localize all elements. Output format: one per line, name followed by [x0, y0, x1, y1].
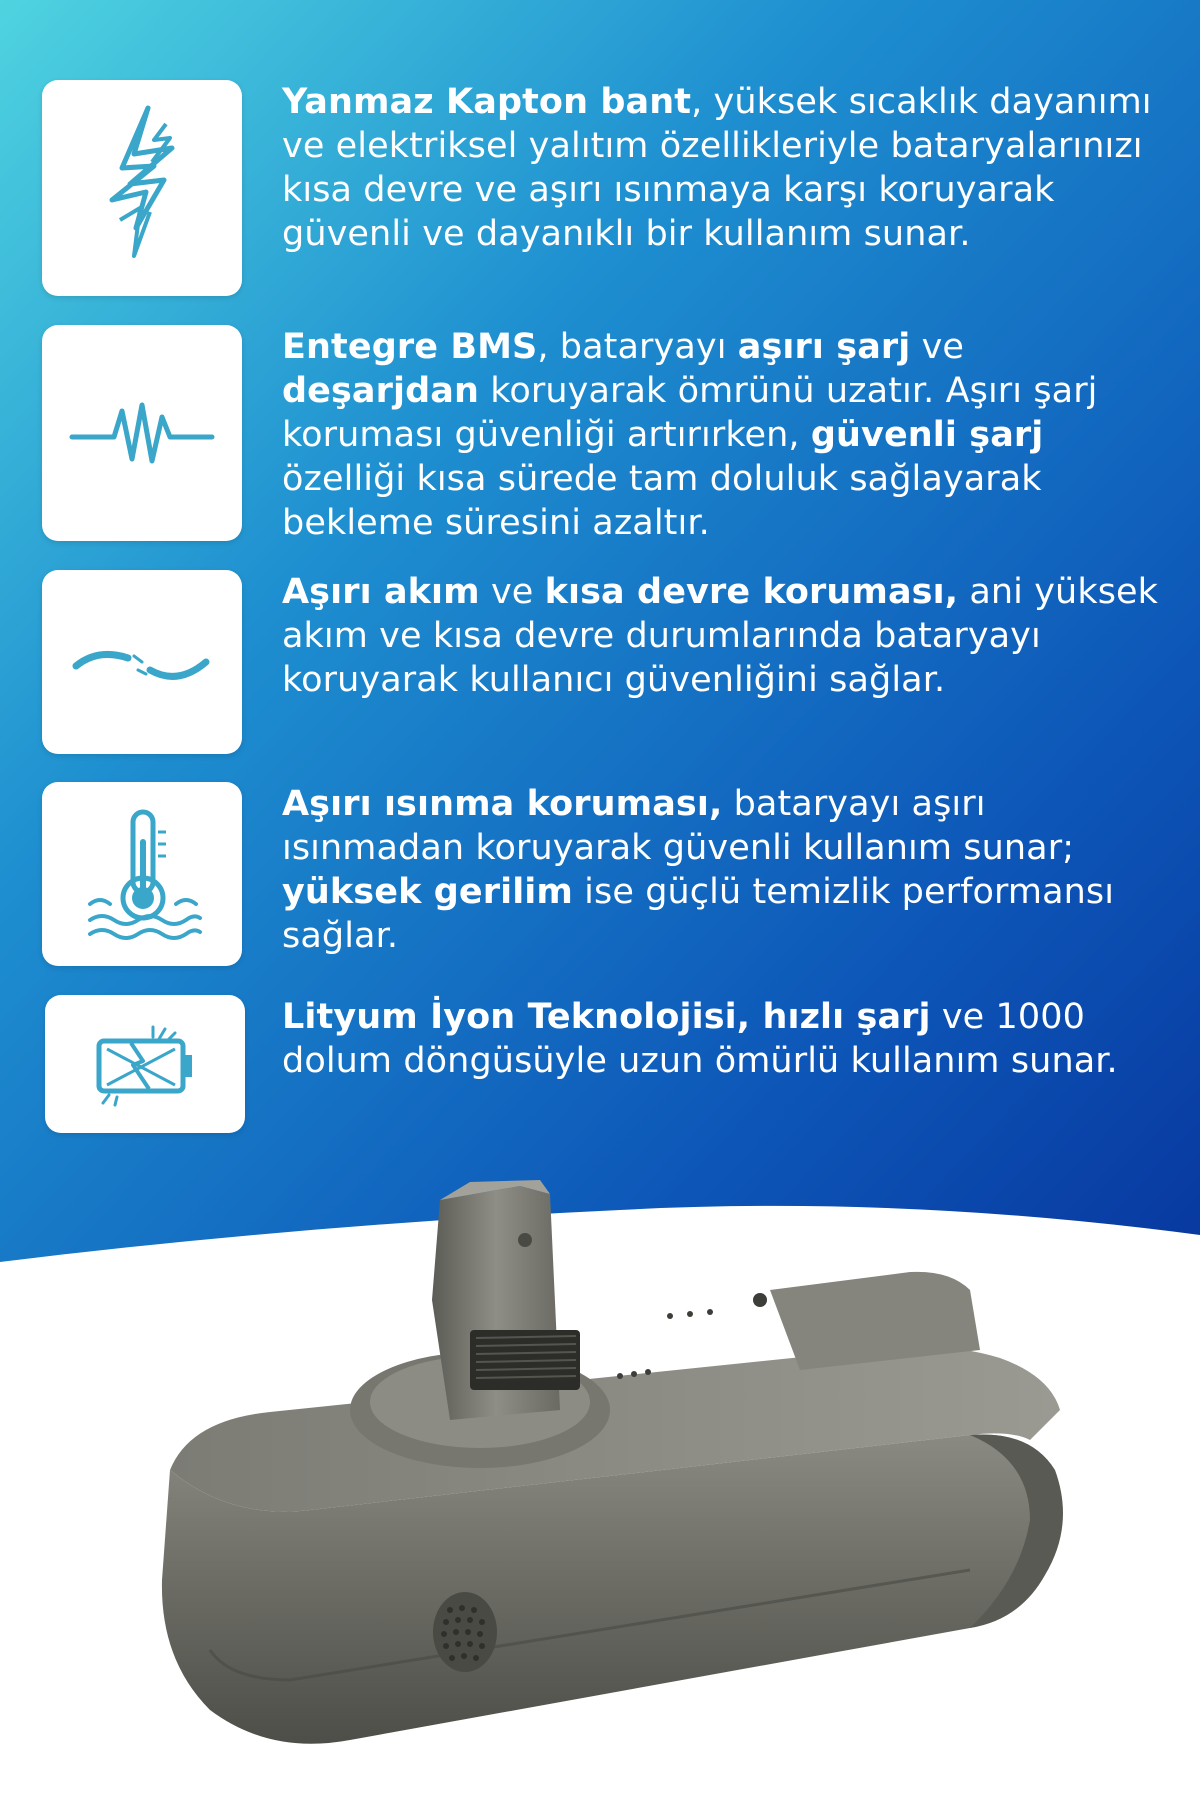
- feature-icon-card: [42, 80, 242, 296]
- feature-icon-card: [45, 995, 245, 1133]
- feature-text-bold: aşırı şarj: [737, 327, 911, 367]
- feature-text-regular: ve: [910, 327, 965, 367]
- resistor-wave-icon: [42, 325, 242, 541]
- battery-protection-icon: [45, 995, 245, 1133]
- feature-text-regular: bataryayı aşırı ısınmadan koruyarak güvenli kullanım sunar;: [282, 784, 1075, 868]
- feature-text: [282, 80, 1172, 256]
- feature-icon-card: [42, 325, 242, 541]
- feature-text-regular: koruyarak ömrünü uzatır. Aşırı şarj koruması güvenliği artırırken,: [282, 371, 1098, 455]
- feature-text-regular: ve 1000 dolum döngüsüyle uzun ömürlü kullanım sunar.: [282, 997, 1118, 1081]
- feature-text-bold: yüksek gerilim: [282, 872, 573, 912]
- feature-text-bold: Aşırı ısınma koruması,: [282, 784, 723, 824]
- thermometer-heat-icon: [42, 782, 242, 966]
- feature-text-bold: kısa devre koruması,: [544, 572, 959, 612]
- feature-icon-card: [42, 782, 242, 966]
- feature-text-bold: Aşırı akım: [282, 572, 480, 612]
- feature-text-regular: ise güçlü temizlik performansı sağlar.: [282, 872, 1115, 956]
- vent-slots: [470, 1330, 580, 1390]
- feature-text: [282, 995, 1172, 1083]
- feature-text-bold: deşarjdan: [282, 371, 479, 411]
- feature-text-regular: ani yüksek akım ve kısa devre durumlarında bataryayı koruyarak kullanıcı güvenliğini sağlar.: [282, 572, 1159, 700]
- feature-text-regular: , bataryayı: [537, 327, 738, 367]
- feature-text: [282, 570, 1172, 702]
- broken-wire-icon: [42, 570, 242, 754]
- feature-text-bold: Entegre BMS: [282, 327, 538, 367]
- feature-text-bold: Yanmaz Kapton bant: [282, 82, 692, 122]
- feature-text-regular: özelliği kısa sürede tam doluluk sağlayarak bekleme süresini azaltır.: [282, 459, 1042, 543]
- feature-icon-card: [42, 570, 242, 754]
- feature-text: [282, 325, 1172, 545]
- feature-text: [282, 782, 1172, 958]
- battery-pack-image: [150, 1180, 1090, 1760]
- vent-grille: [433, 1592, 497, 1672]
- feature-text-regular: , yüksek sıcaklık dayanımı ve elektriksel yalıtım özellikleriyle bataryalarınızı kısa devre ve aşırı ısınmaya karşı koruyarak güvenli ve dayanıklı bir kullanım sunar.: [282, 82, 1152, 254]
- spark-lightning-icon: [42, 80, 242, 296]
- feature-text-regular: ve: [479, 572, 545, 612]
- feature-text-bold: güvenli şarj: [810, 415, 1044, 455]
- feature-text-bold: Lityum İyon Teknolojisi, hızlı şarj: [282, 997, 931, 1037]
